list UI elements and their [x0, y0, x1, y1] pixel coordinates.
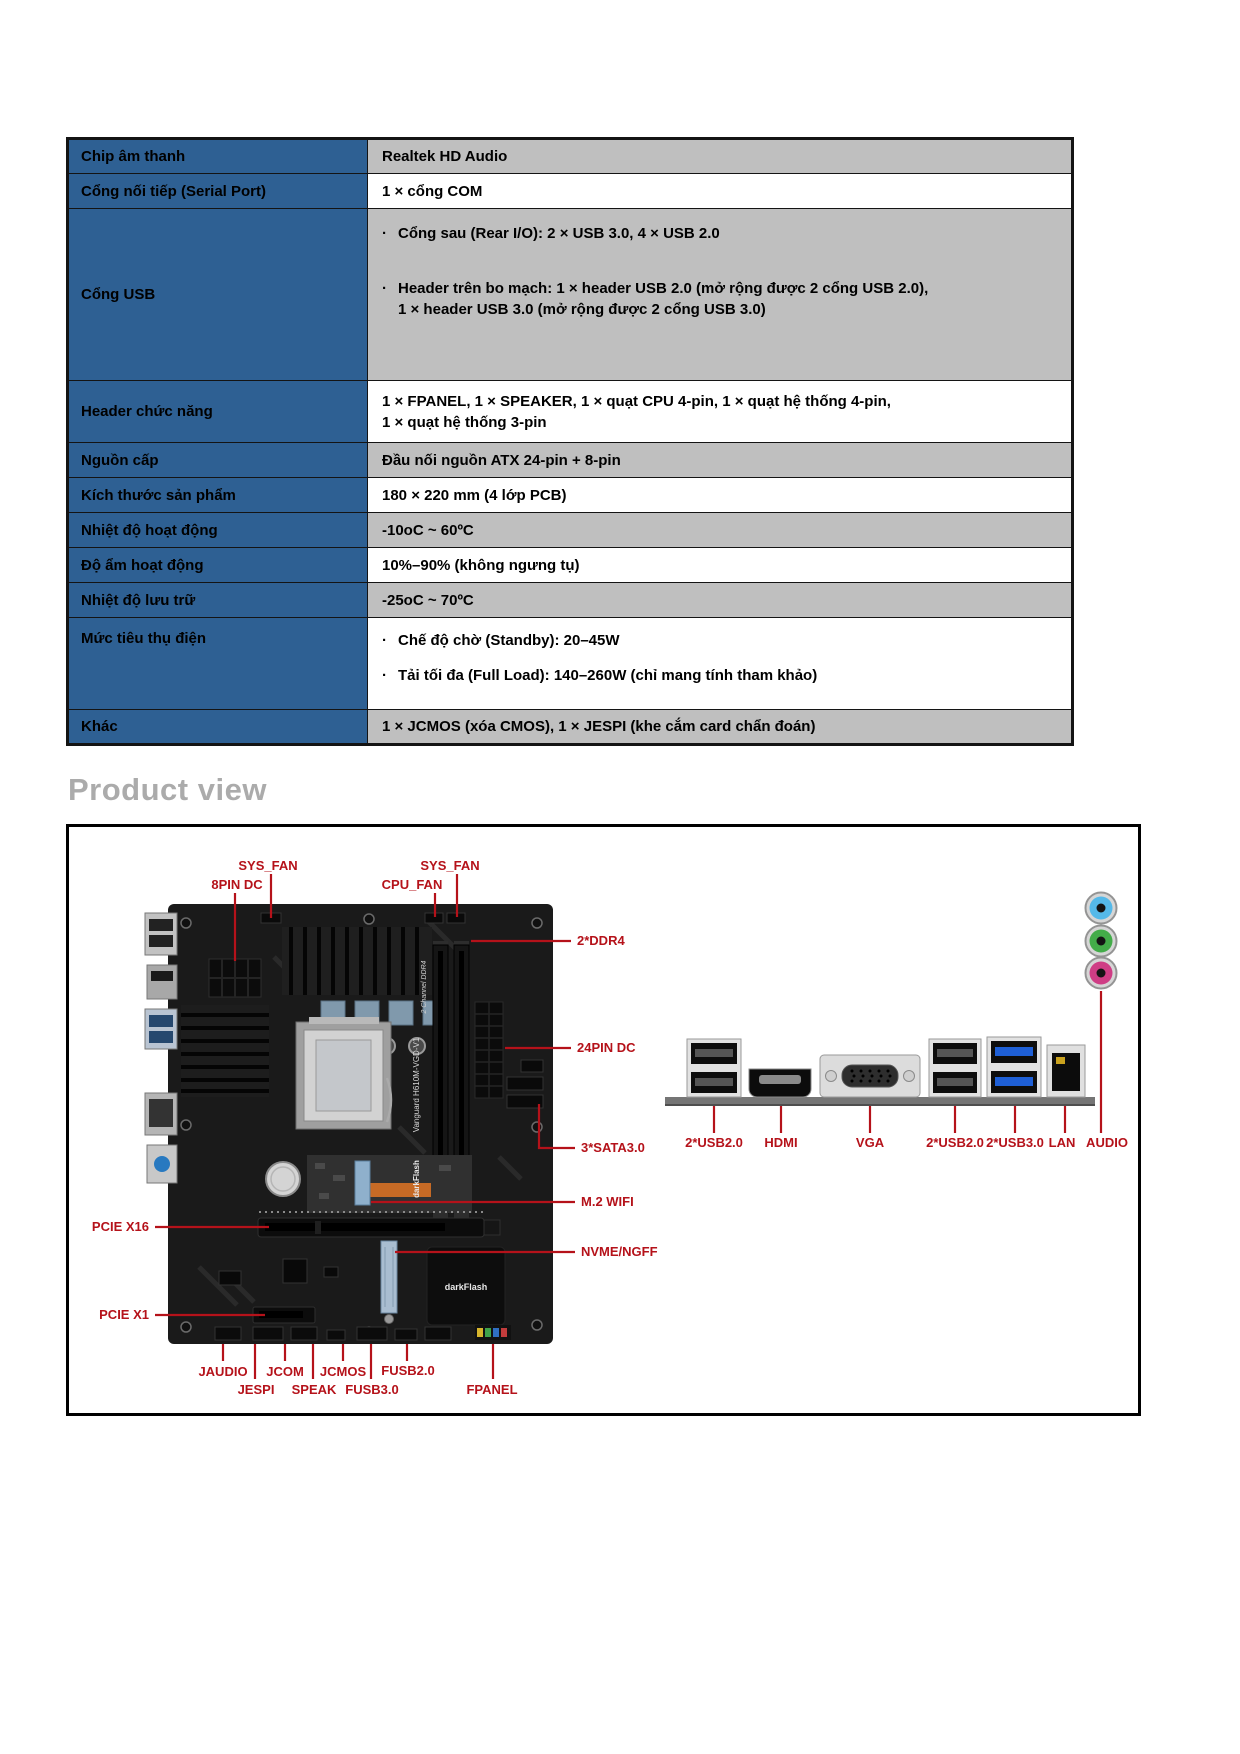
- m2-wifi-slot: [307, 1155, 472, 1213]
- spec-row: [68, 174, 1073, 209]
- spec-row: [68, 443, 1073, 478]
- spec-value: · Chế độ chờ (Standby): 20–45W · Tải tối đa (Full Load): 140–260W (chỉ mang tính tham khảo): [368, 618, 1073, 710]
- cmos-battery: [266, 1162, 300, 1196]
- product-view-box: [66, 824, 1141, 1416]
- label-sys-fan-2: SYS_FAN: [420, 858, 480, 873]
- model-text: Vanguard H610M-VGD-V1: [412, 1037, 421, 1133]
- motherboard-diagram: [69, 827, 1138, 1413]
- label-fusb30: FUSB3.0: [345, 1382, 399, 1397]
- rear-usb2-ports-2: [929, 1039, 981, 1097]
- spec-row: [68, 583, 1073, 618]
- spec-label: Khác: [68, 710, 368, 745]
- spec-value: Realtek HD Audio: [368, 139, 1073, 174]
- rear-audio-jacks: [1086, 893, 1117, 989]
- spec-label: Header chức năng: [68, 381, 368, 443]
- rear-lan-port: [1047, 1045, 1085, 1097]
- cpu-socket: [296, 1017, 391, 1129]
- spec-label: Cổng USB: [68, 209, 368, 381]
- label-fusb20: FUSB2.0: [381, 1363, 435, 1378]
- spec-value: Đầu nối nguồn ATX 24-pin + 8-pin: [368, 443, 1073, 478]
- spec-value: -10oC ~ 60ºC: [368, 513, 1073, 548]
- spec-label: Mức tiêu thụ điện: [68, 618, 368, 710]
- label-jaudio: JAUDIO: [198, 1364, 248, 1379]
- spec-value: 180 × 220 mm (4 lớp PCB): [368, 478, 1073, 513]
- spec-label: Cổng nối tiếp (Serial Port): [68, 174, 368, 209]
- chipset-heatsink: [427, 1247, 505, 1325]
- label-cpu-fan: CPU_FAN: [381, 877, 443, 892]
- rear-hdmi-port: [749, 1069, 811, 1097]
- label-jcmos: JCMOS: [319, 1364, 367, 1379]
- spec-label: Nguồn cấp: [68, 443, 368, 478]
- label-usb3: 2*USB3.0: [986, 1135, 1044, 1150]
- spec-value: 1 × FPANEL, 1 × SPEAKER, 1 × quạt CPU 4-pin, 1 × quạt hệ thống 4-pin, 1 × quạt hệ thống 3-pin: [368, 381, 1073, 443]
- spec-label: Nhiệt độ hoạt động: [68, 513, 368, 548]
- spec-row: [68, 139, 1073, 174]
- spec-row: [68, 710, 1073, 745]
- spec-row: [68, 513, 1073, 548]
- spec-row: [68, 381, 1073, 443]
- spec-row: [68, 618, 1073, 710]
- label-lan: LAN: [1048, 1135, 1076, 1150]
- spec-value: 1 × JCMOS (xóa CMOS), 1 × JESPI (khe cắm card chẩn đoán): [368, 710, 1073, 745]
- rear-usb2-ports-1: [687, 1039, 741, 1097]
- label-pcie-x16: PCIE X16: [91, 1219, 149, 1234]
- label-hdmi: HDMI: [764, 1135, 798, 1150]
- spec-value: 1 × cổng COM: [368, 174, 1073, 209]
- spec-label: Độ ẩm hoạt động: [68, 548, 368, 583]
- spec-label: Nhiệt độ lưu trữ: [68, 583, 368, 618]
- brand-text: darkFlash: [412, 1160, 421, 1198]
- spec-label: Chip âm thanh: [68, 139, 368, 174]
- label-audio: AUDIO: [1086, 1135, 1128, 1150]
- bullet: ·: [382, 225, 387, 242]
- spec-table: [66, 137, 1074, 746]
- label-ddr4: 2*DDR4: [577, 933, 625, 948]
- spec-value: 10%–90% (không ngưng tụ): [368, 548, 1073, 583]
- rear-io-shelf: [665, 1097, 1095, 1106]
- spec-value: · Cổng sau (Rear I/O): 2 × USB 3.0, 4 × USB 2.0 · Header trên bo mạch: 1 × header USB 2.0 (mở rộng được 2 cổng USB 2.0), 1 × header USB 3.0 (mở rộng được 2 cổng USB 3.0): [368, 209, 1073, 381]
- rear-usb3-ports: [987, 1037, 1041, 1097]
- label-speak: SPEAK: [291, 1382, 337, 1397]
- rear-vga-port: [820, 1055, 920, 1097]
- spec-table-body: [68, 139, 1073, 745]
- spec-value: -25oC ~ 70ºC: [368, 583, 1073, 618]
- label-jcom: JCOM: [266, 1364, 304, 1379]
- label-vga: VGA: [855, 1135, 885, 1150]
- label-usb2-a: 2*USB2.0: [685, 1135, 743, 1150]
- ddr-note-text: 2 Channel DDR4: [421, 960, 428, 1014]
- spec-label: Kích thước sản phẩm: [68, 478, 368, 513]
- label-nvme: NVME/NGFF: [581, 1244, 658, 1259]
- m2-nvme-slot: [381, 1241, 397, 1324]
- label-jespi: JESPI: [237, 1382, 275, 1397]
- spec-row: [68, 478, 1073, 513]
- spec-row: [68, 209, 1073, 381]
- label-sata: 3*SATA3.0: [581, 1140, 645, 1155]
- atx-8pin-connector: [209, 959, 261, 997]
- label-usb2-b: 2*USB2.0: [926, 1135, 984, 1150]
- atx-24pin-connector: [475, 1002, 503, 1098]
- spec-row: [68, 548, 1073, 583]
- label-pcie-x1: PCIE X1: [99, 1307, 149, 1322]
- label-sys-fan-1: SYS_FAN: [238, 858, 298, 873]
- product-view-heading: Product view: [68, 772, 267, 807]
- bullet: ·: [382, 667, 387, 684]
- label-pin24-dc: 24PIN DC: [577, 1040, 636, 1055]
- label-fpanel: FPANEL: [466, 1382, 518, 1397]
- chipset-brand-text: darkFlash: [444, 1282, 488, 1292]
- label-m2-wifi: M.2 WIFI: [581, 1194, 634, 1209]
- bullet: ·: [382, 632, 387, 649]
- label-pin8-dc: 8PIN DC: [211, 877, 263, 892]
- bullet: ·: [382, 280, 387, 297]
